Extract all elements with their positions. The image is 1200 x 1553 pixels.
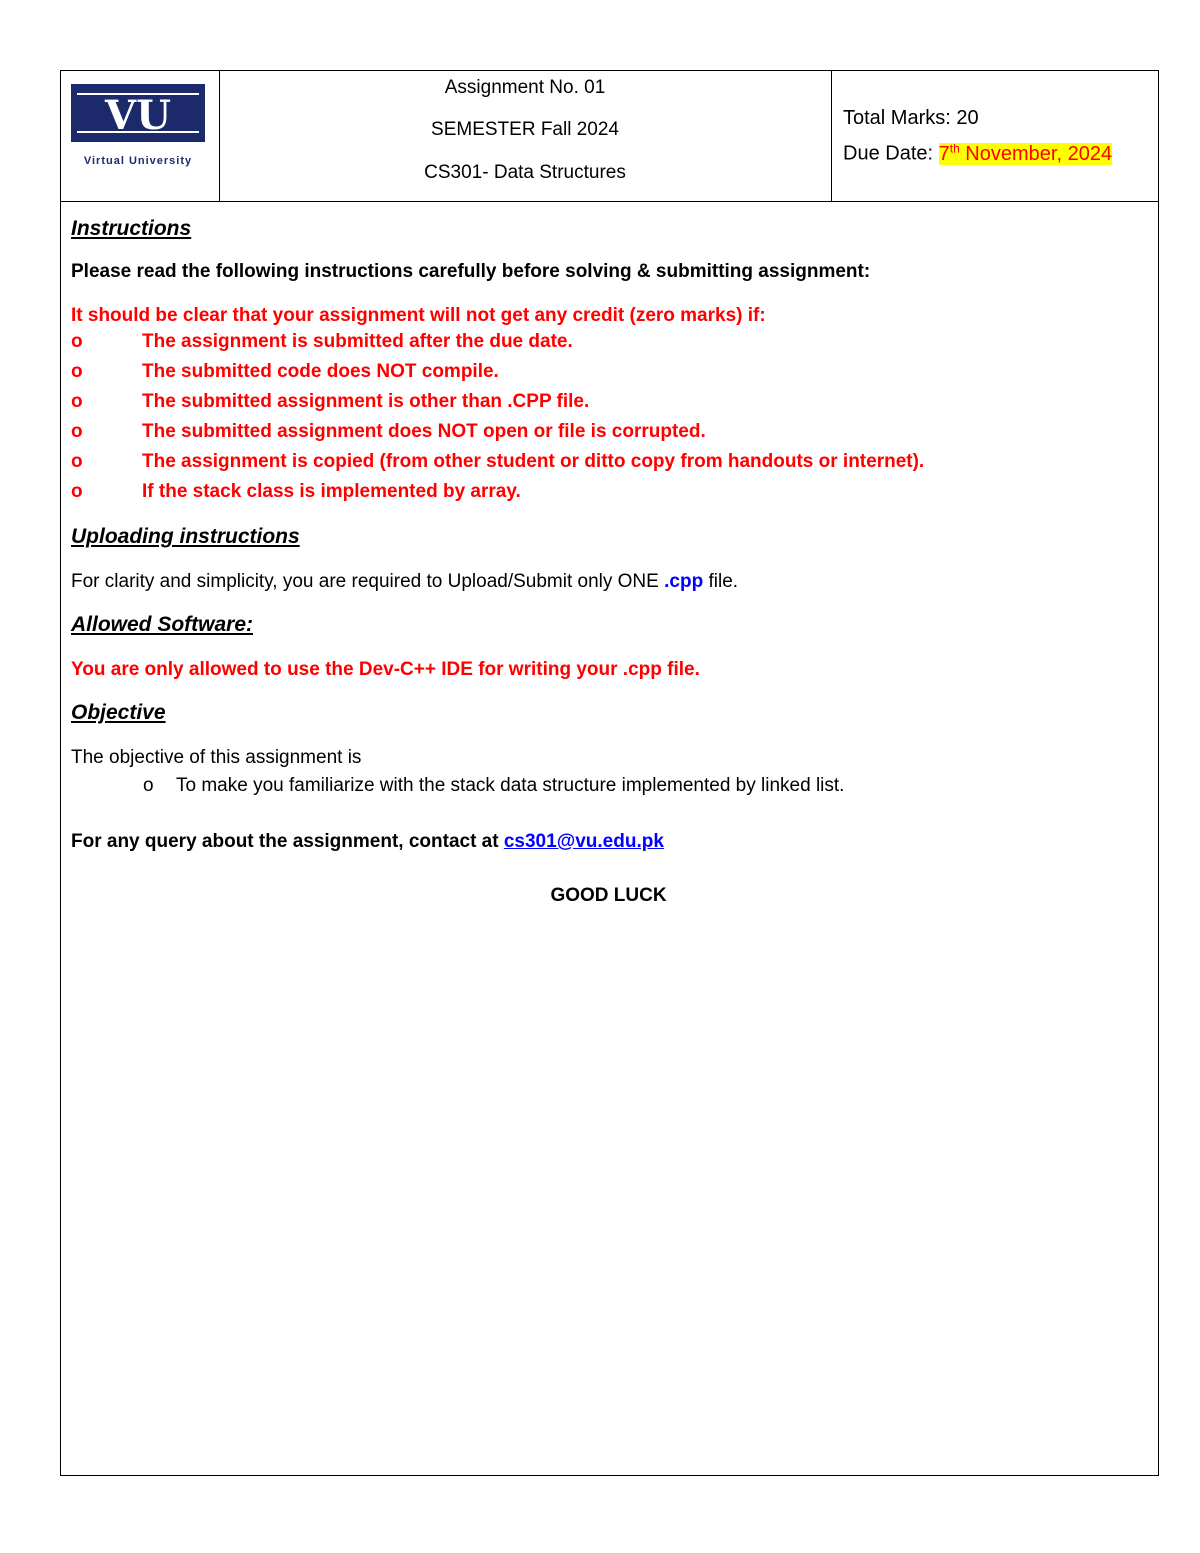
instructions-intro: Please read the following instructions carefully before solving & submitting assignment: (71, 261, 871, 282)
software-heading: Allowed Software: (71, 613, 254, 636)
due-day: 7 (938, 142, 950, 165)
bullet-icon: o (71, 391, 83, 412)
vu-logo-icon (71, 84, 205, 142)
list-item (71, 387, 1146, 417)
bullet-icon: o (71, 421, 83, 442)
bullet-icon: o (143, 775, 154, 796)
list-item (71, 417, 1146, 447)
contact-email-link[interactable]: cs301@vu.edu.pk (503, 831, 664, 852)
closing-text: GOOD LUCK (550, 885, 667, 906)
logo-caption: Virtual University (83, 155, 193, 167)
rule-text: The assignment is submitted after the due date. (142, 331, 573, 352)
due-day-suffix: th (949, 141, 960, 155)
course-title: CS301- Data Structures (424, 162, 626, 183)
credit-warning: It should be clear that your assignment will not get any credit (zero marks) if: (71, 305, 766, 326)
list-item (71, 477, 1146, 507)
list-item (71, 327, 1146, 357)
contact-line (71, 831, 1146, 853)
instructions-heading: Instructions (71, 217, 192, 240)
bullet-icon: o (71, 481, 83, 502)
assignment-number: Assignment No. 01 (444, 77, 606, 98)
list-item (71, 775, 1146, 797)
rule-text: The assignment is copied (from other student or ditto copy from handouts or internet). (142, 451, 925, 472)
assignment-content (71, 211, 1146, 926)
due-date-label: Due Date: (843, 142, 939, 165)
rule-text: The submitted assignment does NOT open or file is corrupted. (142, 421, 706, 442)
list-item (71, 447, 1146, 477)
due-month-year: November, 2024 (959, 142, 1113, 165)
title-cell (219, 71, 832, 201)
due-date (843, 133, 1153, 169)
objective-text: To make you familiarize with the stack data structure implemented by linked list. (176, 775, 845, 796)
contact-text: For any query about the assignment, contact at (71, 831, 504, 852)
semester-label: SEMESTER Fall 2024 (431, 119, 619, 140)
university-logo (71, 84, 205, 142)
uploading-text (71, 571, 1146, 593)
software-text: You are only allowed to use the Dev-C++ IDE for writing your .cpp file. (71, 659, 700, 680)
list-item (71, 357, 1146, 387)
total-marks: Total Marks: 20 (843, 107, 979, 129)
bullet-icon: o (71, 451, 83, 472)
svg-text:VU: VU (105, 92, 171, 139)
objective-heading: Objective (71, 701, 166, 724)
uploading-text-end: file. (703, 571, 739, 592)
rule-text: If the stack class is implemented by array. (142, 481, 521, 502)
bullet-icon: o (71, 361, 83, 382)
rule-list (71, 327, 1146, 507)
header-table (61, 71, 1158, 202)
marks-cell (843, 103, 1153, 169)
uploading-heading: Uploading instructions (71, 525, 300, 548)
logo-cell (61, 71, 220, 201)
objective-intro: The objective of this assignment is (71, 747, 362, 768)
due-date-value (939, 143, 1112, 165)
uploading-text-start: For clarity and simplicity, you are required to Upload/Submit only ONE (71, 571, 665, 592)
file-extension: .cpp (664, 571, 704, 592)
bullet-icon: o (71, 331, 83, 352)
rule-text: The submitted assignment is other than .CPP file. (142, 391, 590, 412)
rule-text: The submitted code does NOT compile. (142, 361, 499, 382)
assignment-page (60, 70, 1159, 1476)
